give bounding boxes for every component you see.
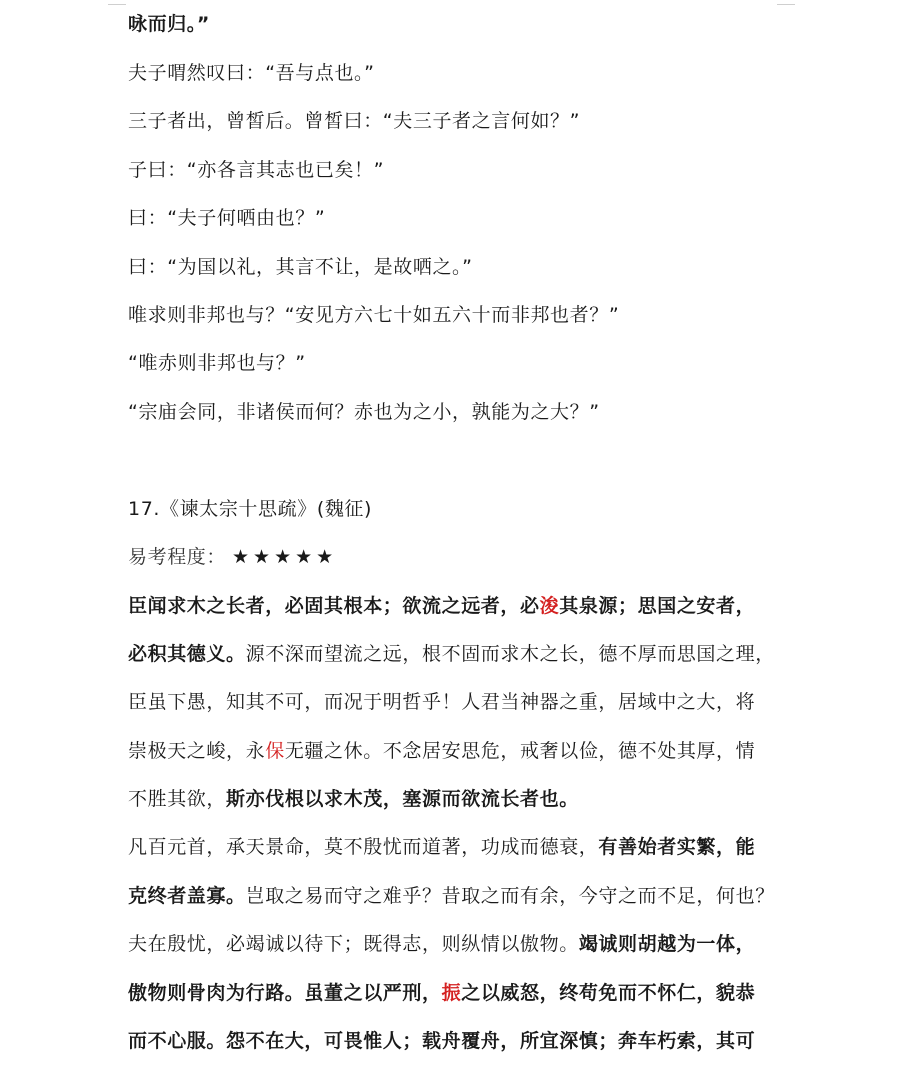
bold-text: 斯亦伐根以求木茂，塞源而欲流长者也。 — [226, 788, 579, 810]
text-line — [128, 980, 771, 1006]
difficulty-label: 易考程度： — [128, 546, 227, 568]
highlight-char: 浚 — [539, 595, 560, 617]
plain-text: 凡百元首，承天景命，莫不殷忧而道著，功成而德衰， — [128, 836, 599, 858]
bold-text: 臣闻求木之长者，必固其根本；欲流之远者，必 — [128, 595, 540, 617]
text-line: 夫子喟然叹曰：“吾与点也。” — [128, 62, 375, 84]
text-line: 而不心服。怨不在大，可畏惟人；载舟覆舟，所宜深慎；奔车朽索，其可 — [128, 1030, 756, 1052]
plain-text: 夫在殷忧，必竭诚以待下；既得志，则纵情以傲物。 — [128, 933, 579, 955]
plain-text: 源不深而望流之远，根不固而求木之长，德不厚而思国之理， — [245, 643, 775, 665]
text-line: 咏而归。” — [128, 13, 210, 35]
bold-text: 竭诚则胡越为一体， — [578, 933, 756, 955]
bold-text: 傲物则骨肉为行路。虽董之以严刑， — [128, 982, 442, 1004]
text-line: 曰：“为国以礼，其言不让，是故哂之。” — [128, 256, 473, 278]
plain-text: 无疆之休。不念居安思危，戒奢以俭，德不处其厚，情 — [284, 740, 756, 762]
bold-text: 必积其德义。 — [128, 643, 246, 665]
page-corner-mark-right — [777, 0, 795, 5]
text-line — [128, 834, 771, 860]
plain-text: 崇极天之峻，永 — [128, 740, 266, 762]
section-heading: 17.《谏太宗十思疏》(魏征) — [128, 498, 373, 520]
highlight-char: 振 — [441, 982, 462, 1004]
page-corner-mark-left — [108, 0, 126, 5]
bold-text: 有善始者实繁，能 — [598, 836, 756, 858]
text-line — [128, 593, 771, 619]
plain-text: 不胜其欲， — [128, 788, 227, 810]
text-line: 臣虽下愚，知其不可，而况于明哲乎！人君当神器之重，居域中之大，将 — [128, 691, 756, 713]
text-line: 曰：“夫子何哂由也？” — [128, 207, 326, 229]
text-line: 三子者出，曾皙后。曾皙曰：“夫三子者之言何如？” — [128, 110, 581, 132]
bold-text: 克终者盖寡。 — [128, 885, 246, 907]
bold-text: 之以威怒，终苟免而不怀仁，貌恭 — [461, 982, 756, 1004]
text-line: 子曰：“亦各言其志也已矣！” — [128, 159, 385, 181]
highlight-char: 保 — [265, 740, 285, 762]
plain-text: 岂取之易而守之难乎？昔取之而有余，今守之而不足，何也？ — [245, 885, 775, 907]
text-line — [128, 738, 771, 764]
difficulty-row — [128, 544, 771, 570]
text-line — [128, 786, 771, 812]
text-line: “唯赤则非邦也与？” — [128, 352, 306, 374]
text-line — [128, 641, 775, 667]
text-line — [128, 931, 771, 957]
text-line: “宗庙会同，非诸侯而何？赤也为之小，孰能为之大？” — [128, 401, 600, 423]
bold-text: 其泉源；思国之安者， — [559, 595, 756, 617]
text-line — [128, 883, 775, 909]
difficulty-stars: ★★★★★ — [232, 546, 338, 568]
text-line: 唯求则非邦也与？“安见方六七十如五六十而非邦也者？” — [128, 304, 620, 326]
